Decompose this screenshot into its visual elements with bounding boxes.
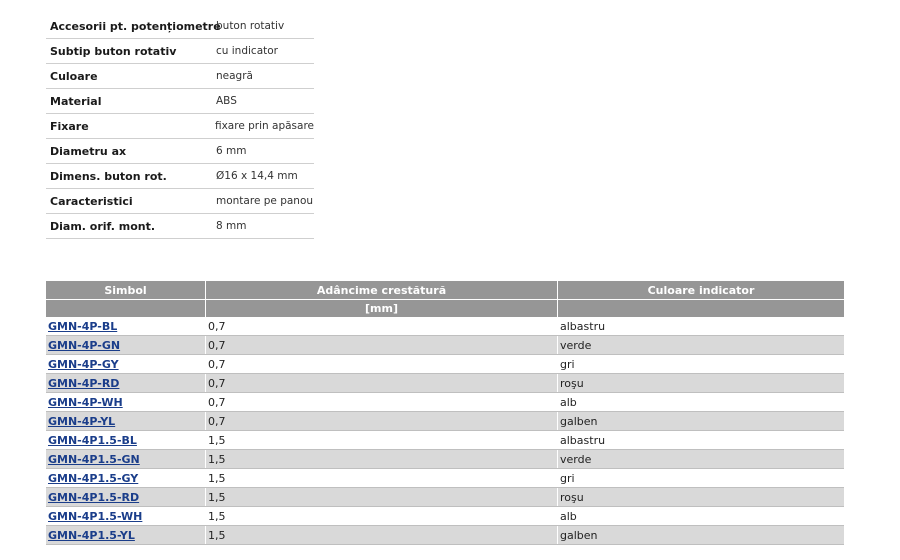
product-link[interactable]: GMN-4P-YL: [48, 414, 116, 428]
depth-cell: 0,7: [206, 336, 558, 354]
spec-label: Diametru ax: [50, 144, 127, 158]
spec-row: [46, 89, 314, 114]
product-link[interactable]: GMN-4P-RD: [48, 376, 120, 390]
spec-value: neagră: [216, 70, 253, 82]
depth-cell: 0,7: [206, 412, 558, 430]
spec-row: [46, 164, 314, 189]
depth-cell: 1,5: [206, 526, 558, 544]
spec-value: buton rotativ: [216, 20, 285, 32]
spec-value: 6 mm: [216, 145, 247, 157]
indicator-color-cell: roşu: [560, 376, 584, 390]
spec-label: Dimens. buton rot.: [50, 169, 167, 183]
spec-row: [46, 189, 314, 214]
spec-row: [46, 114, 314, 139]
indicator-color-cell: verde: [560, 338, 592, 352]
product-link[interactable]: GMN-4P-GN: [48, 338, 121, 352]
spec-label: Culoare: [50, 69, 98, 83]
spec-label: Material: [50, 94, 102, 108]
indicator-color-cell: alb: [560, 509, 577, 523]
table-row: [46, 374, 844, 393]
product-link[interactable]: GMN-4P1.5-BL: [48, 433, 137, 447]
symbol-cell: [46, 374, 206, 392]
spec-label: Subtip buton rotativ: [50, 44, 177, 58]
symbol-cell: [46, 469, 206, 487]
product-link[interactable]: GMN-4P1.5-WH: [48, 509, 143, 523]
table-row: [46, 412, 844, 431]
symbol-cell: [46, 526, 206, 544]
specs-table: [46, 14, 314, 239]
column-header-symbol: Simbol: [46, 281, 206, 299]
depth-cell: 0,7: [206, 355, 558, 373]
spec-row: [46, 139, 314, 164]
spec-value: montare pe panou: [216, 195, 314, 207]
depth-cell: 0,7: [206, 317, 558, 335]
table-row: [46, 393, 844, 412]
product-link[interactable]: GMN-4P-WH: [48, 395, 123, 409]
spec-value: 8 mm: [216, 220, 247, 232]
indicator-color-cell: alb: [560, 395, 577, 409]
spec-label: Diam. orif. mont.: [50, 219, 156, 233]
symbol-cell: [46, 450, 206, 468]
product-link[interactable]: GMN-4P1.5-YL: [48, 528, 135, 542]
indicator-color-cell: roşu: [560, 490, 584, 504]
product-link[interactable]: GMN-4P1.5-RD: [48, 490, 140, 504]
column-header-indicator-color: Culoare indicator: [647, 283, 755, 297]
table-row: [46, 355, 844, 374]
spec-label: Accesorii pt. potențiometre: [50, 19, 221, 33]
indicator-color-cell: albastru: [560, 433, 606, 447]
depth-cell: 1,5: [206, 450, 558, 468]
indicator-color-cell: gri: [560, 357, 575, 371]
symbol-cell: [46, 336, 206, 354]
indicator-color-cell: galben: [560, 414, 598, 428]
depth-cell: 1,5: [206, 488, 558, 506]
symbol-cell: [46, 488, 206, 506]
depth-cell: 1,5: [206, 431, 558, 449]
table-header-row: [46, 281, 844, 299]
symbol-cell: [46, 412, 206, 430]
symbol-cell: [46, 393, 206, 411]
indicator-color-cell: verde: [560, 452, 592, 466]
unit-cell: [46, 299, 206, 317]
product-link[interactable]: GMN-4P1.5-GN: [48, 452, 140, 466]
spec-label: Caracteristici: [50, 194, 133, 208]
depth-cell: 1,5: [206, 469, 558, 487]
table-row: [46, 317, 844, 336]
depth-cell: 0,7: [206, 393, 558, 411]
spec-value: cu indicator: [216, 45, 278, 57]
table-unit-row: [46, 299, 844, 317]
table-row: [46, 526, 844, 545]
table-row: [46, 469, 844, 488]
symbol-cell: [46, 317, 206, 335]
product-link[interactable]: GMN-4P-GY: [48, 357, 119, 371]
table-row: [46, 336, 844, 355]
depth-cell: 1,5: [206, 507, 558, 525]
table-row: [46, 450, 844, 469]
table-row: [46, 431, 844, 450]
spec-label: Fixare: [50, 119, 89, 133]
unit-cell: [558, 299, 844, 317]
indicator-color-cell: gri: [560, 471, 575, 485]
spec-row: [46, 39, 314, 64]
products-table: [46, 281, 844, 545]
symbol-cell: [46, 355, 206, 373]
symbol-cell: [46, 507, 206, 525]
product-link[interactable]: GMN-4P-BL: [48, 319, 118, 333]
spec-row: [46, 14, 314, 39]
depth-cell: 0,7: [206, 374, 558, 392]
indicator-color-cell: albastru: [560, 319, 606, 333]
spec-value: fixare prin apăsare: [214, 120, 314, 132]
spec-value: Ø16 x 14,4 mm: [216, 170, 298, 182]
product-link[interactable]: GMN-4P1.5-GY: [48, 471, 139, 485]
indicator-color-cell: galben: [560, 528, 598, 542]
column-header-depth: Adâncime crestătură: [206, 281, 558, 299]
table-row: [46, 488, 844, 507]
table-row: [46, 507, 844, 526]
unit-cell-depth: [mm]: [206, 299, 558, 317]
symbol-cell: [46, 431, 206, 449]
spec-row: [46, 64, 314, 89]
spec-row: [46, 214, 314, 239]
spec-value: ABS: [216, 95, 237, 107]
